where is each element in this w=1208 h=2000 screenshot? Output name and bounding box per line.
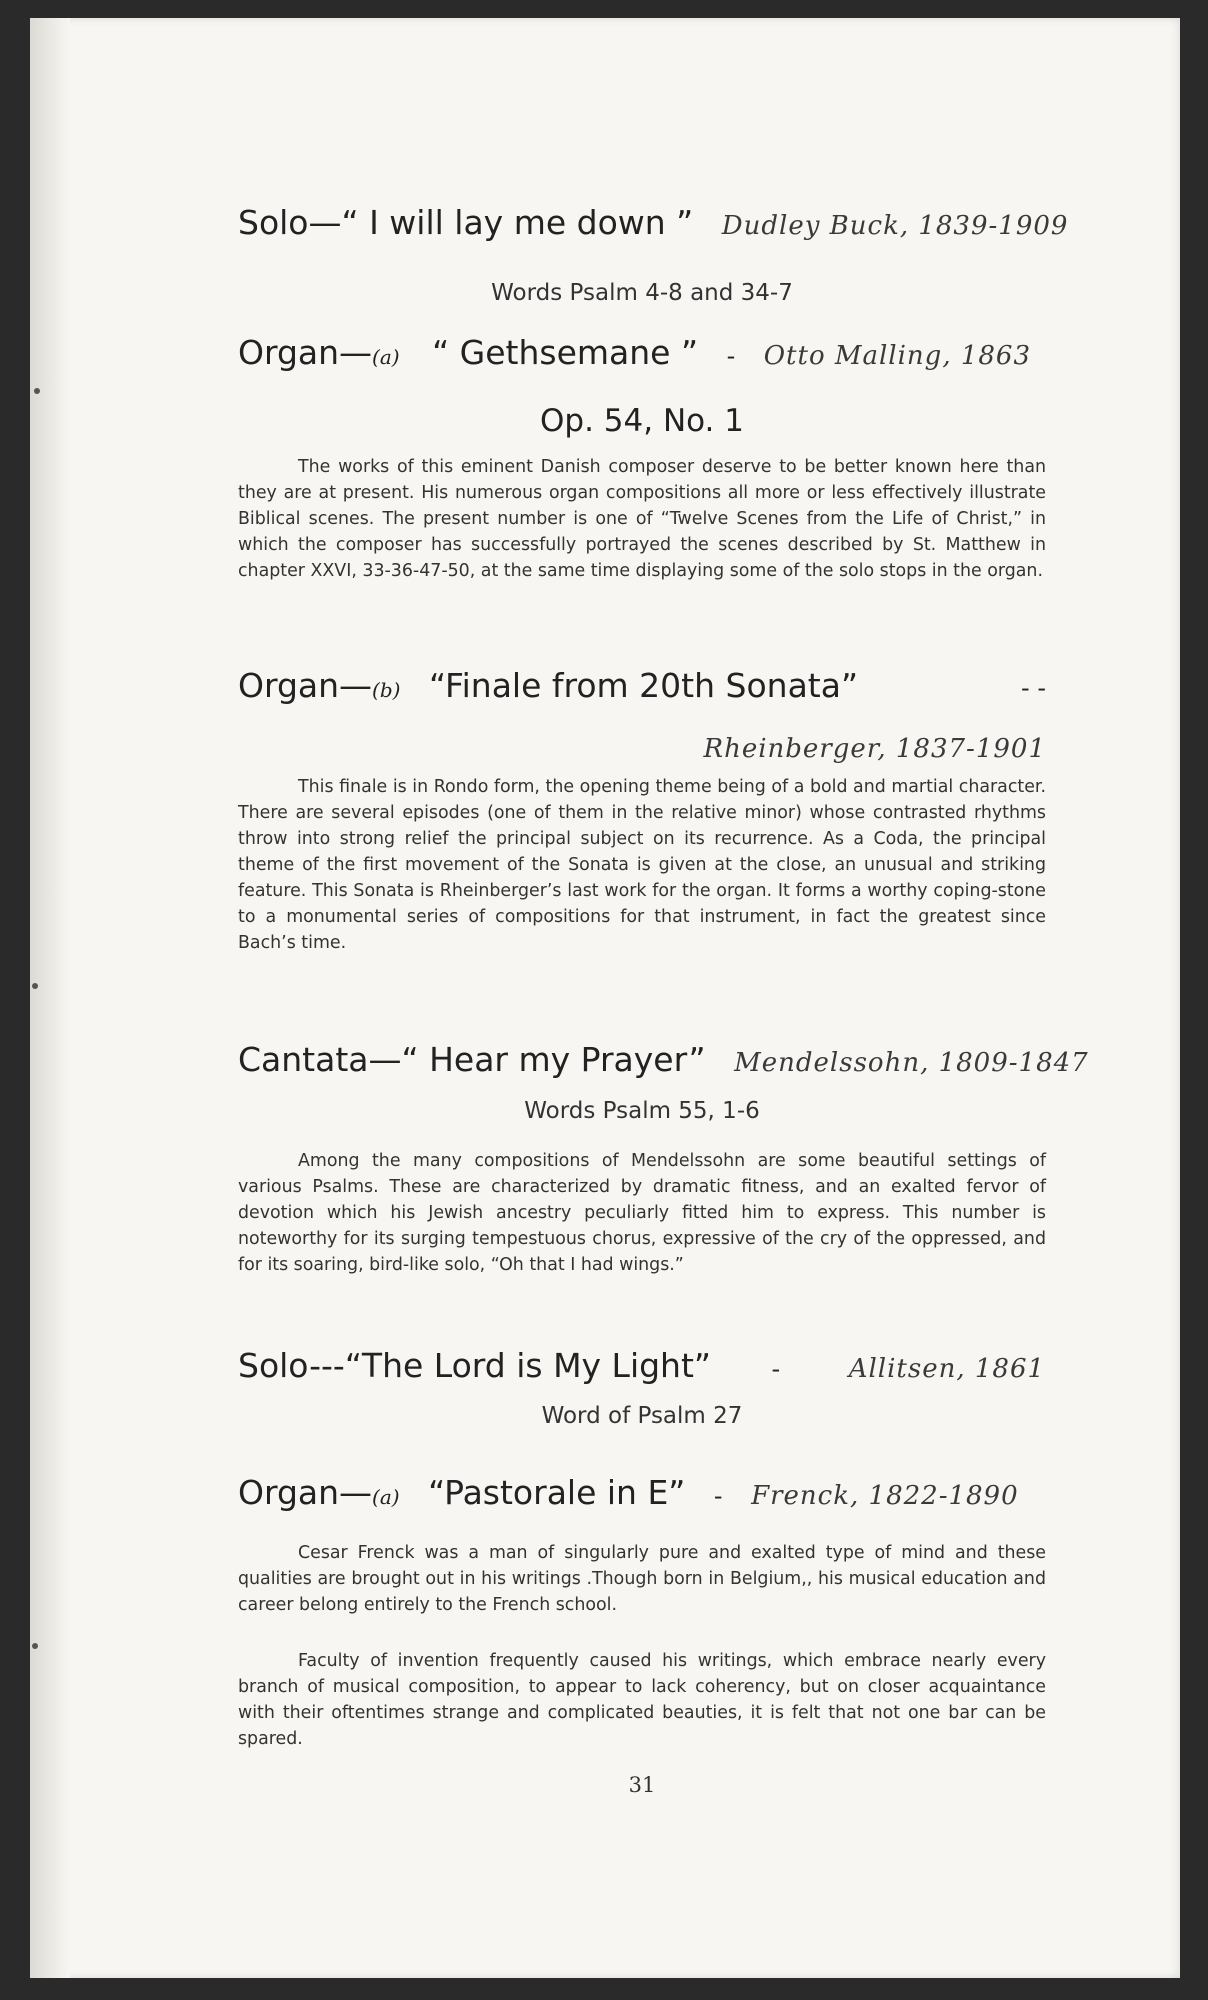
heading-title: Organ— <box>238 333 373 372</box>
heading-separator: - <box>726 342 736 370</box>
section-heading <box>238 333 1046 372</box>
opus-number: Op. 54, No. 1 <box>540 403 744 439</box>
page-spine-shadow <box>30 18 70 1978</box>
margin-mark <box>32 1643 38 1649</box>
heading-title: Cantata—“ Hear my Prayer” <box>238 1040 706 1079</box>
heading-title: Solo—“ I will lay me down ” <box>238 203 694 242</box>
voice-label: (a) <box>372 1485 400 1509</box>
composer-name: Otto Malling, 1863 <box>763 341 1032 371</box>
margin-mark <box>34 388 40 394</box>
heading-title: Organ— <box>238 1473 373 1512</box>
piece-title: “Pastorale in E” <box>428 1473 686 1512</box>
voice-label: (b) <box>372 678 401 702</box>
voice-label: (a) <box>372 345 400 369</box>
section-heading <box>238 666 1046 705</box>
section-heading <box>238 1346 1046 1385</box>
heading-title: Organ— <box>238 666 373 705</box>
margin-mark <box>32 983 38 989</box>
paragraph: The works of this eminent Danish composer deserve to be better known here than they are at present. His numerous organ compositions all more or less effectively illustrate Biblical scenes. The present number is one of “Twelve Scenes from the Life of Christ,” in which the composer has successfully portrayed the scenes described by St. Matthew in chapter XXVI, 33-36-47-50, at the same time displaying some of the solo stops in the organ. <box>238 457 1046 581</box>
words-subtitle: Words Psalm 4-8 and 34-7 <box>491 280 793 306</box>
paragraph: Among the many compositions of Mendelssohn are some beautiful settings of various Psalms. These are characterized by dramatic fitness, and an exalted fervor of devotion which his Jewish ancestry peculiarly fitted him to express. This number is noteworthy for its surging tempestuous chorus, expressive of the cry of the oppressed, and for its soaring, bird-like solo, “Oh that I had wings.” <box>238 1151 1046 1275</box>
paragraph: Cesar Frenck was a man of singularly pure and exalted type of mind and these qualities are brought out in his writings .Though born in Belgium,, his musical education and career belong entirely to the French school. <box>238 1543 1046 1615</box>
heading-title: Solo---“The Lord is My Light” <box>238 1346 712 1385</box>
paragraph: This finale is in Rondo form, the opening theme being of a bold and martial character. There are several episodes (one of them in the relative minor) whose contrasted rhythms throw into strong relief the principal subject on its recurrence. As a Coda, the principal theme of the first movement of the Sonata is given at the close, an unusual and striking feature. This Sonata is Rheinberger’s last work for the organ. It forms a worthy coping-stone to a monumental series of compositions for that instrument, in fact the greatest since Bach’s time. <box>238 777 1046 953</box>
section-heading <box>238 1040 1089 1079</box>
composer-name: Rheinberger, 1837-1901 <box>703 734 1046 764</box>
composer-name: Mendelssohn, 1809-1847 <box>734 1048 1089 1078</box>
piece-title: “ Gethsemane ” <box>432 333 699 372</box>
section-heading <box>238 1473 1046 1512</box>
heading-separator: - <box>713 1482 723 1510</box>
composer-name: Frenck, 1822-1890 <box>751 1481 1019 1511</box>
paragraph: Faculty of invention frequently caused his writings, which embrace nearly every branch of musical composition, to appear to lack coherency, but on closer acquaintance with their oftentimes strange and complicated beauties, it is felt that not one bar can be spared. <box>238 1651 1046 1749</box>
piece-title: “Finale from 20th Sonata” <box>428 666 859 705</box>
book-page <box>30 18 1180 1978</box>
section-heading <box>238 203 1069 242</box>
composer-line <box>238 726 1046 765</box>
heading-separator: - <box>771 1355 781 1383</box>
composer-name: Allitsen, 1861 <box>848 1354 1046 1384</box>
composer-name: Dudley Buck, 1839-1909 <box>721 211 1069 241</box>
page-number: 31 <box>628 1773 656 1797</box>
words-subtitle: Words Psalm 55, 1-6 <box>524 1098 760 1124</box>
words-subtitle: Word of Psalm 27 <box>541 1403 743 1429</box>
heading-separator: - - <box>1021 674 1046 702</box>
